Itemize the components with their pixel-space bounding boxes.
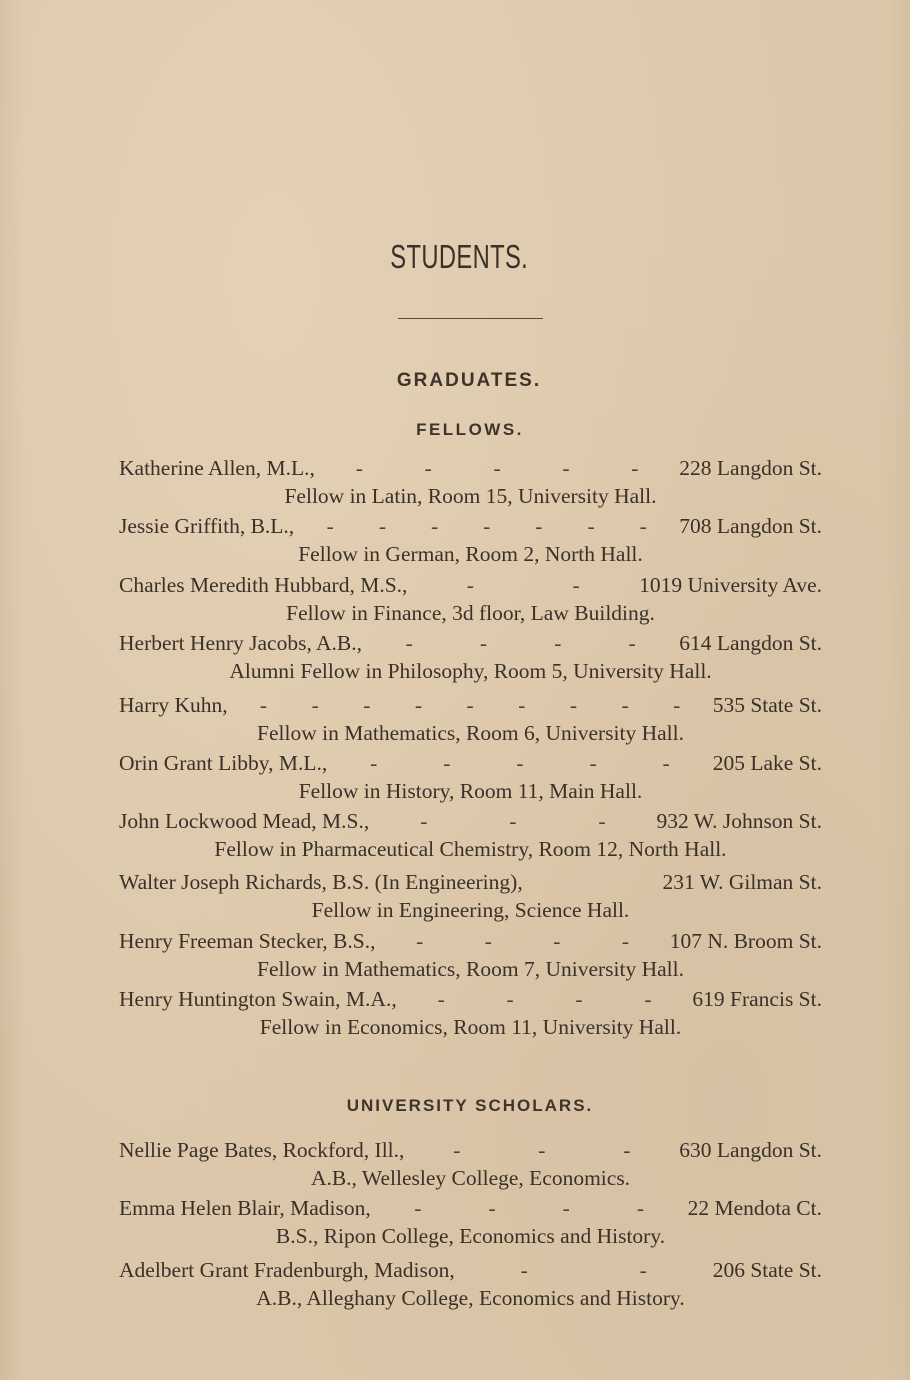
entry-address: 206 State St. bbox=[712, 1258, 822, 1282]
entry-name: Adelbert Grant Fradenburgh, Madison, bbox=[119, 1258, 455, 1282]
entry-name: Harry Kuhn, bbox=[119, 693, 228, 717]
entry-address: 22 Mendota Ct. bbox=[687, 1196, 822, 1220]
dot-leaders: - - bbox=[466, 573, 580, 597]
entry-detail: Fellow in Economics, Room 11, University Hall. bbox=[259, 1015, 682, 1039]
scholar-entry bbox=[119, 1194, 822, 1250]
entry-detail: Fellow in Mathematics, Room 7, University Hall. bbox=[257, 957, 684, 981]
entry-name: Henry Huntington Swain, M.A., bbox=[119, 987, 397, 1011]
entry-address: 630 Langdon St. bbox=[679, 1138, 822, 1162]
dot-leaders: - - - - - bbox=[355, 456, 639, 480]
section-heading-fellows: FELLOWS. bbox=[416, 420, 524, 439]
entry-detail: Fellow in Latin, Room 15, University Hall. bbox=[284, 484, 657, 508]
section-heading-university-scholars: UNIVERSITY SCHOLARS. bbox=[346, 1096, 594, 1115]
fellow-entry bbox=[119, 512, 822, 568]
entry-detail: Fellow in History, Room 11, Main Hall. bbox=[298, 779, 643, 803]
section-heading-graduates: GRADUATES. bbox=[396, 370, 542, 391]
dot-leaders: - - - - bbox=[416, 929, 629, 953]
dot-leaders: - - bbox=[520, 1258, 647, 1282]
page-title: STUDENTS. bbox=[390, 238, 529, 275]
entry-name: Jessie Griffith, B.L., bbox=[119, 514, 295, 538]
fellow-entry bbox=[119, 927, 822, 983]
dot-leaders: - - - - bbox=[437, 987, 652, 1011]
title-divider bbox=[398, 318, 543, 319]
entry-detail: Fellow in Engineering, Science Hall. bbox=[311, 898, 630, 922]
dot-leaders: - - - - - bbox=[370, 751, 670, 775]
entry-address: 708 Langdon St. bbox=[679, 514, 822, 538]
fellow-entry bbox=[119, 691, 822, 747]
entry-name: John Lockwood Mead, M.S., bbox=[119, 809, 370, 833]
entry-name: Henry Freeman Stecker, B.S., bbox=[119, 929, 376, 953]
entry-address: 231 W. Gilman St. bbox=[662, 870, 822, 894]
entry-address: 535 State St. bbox=[712, 693, 822, 717]
entry-address: 1019 University Ave. bbox=[639, 573, 822, 597]
entry-name: Walter Joseph Richards, B.S. (In Engineering), bbox=[119, 870, 523, 894]
entry-name: Katherine Allen, M.L., bbox=[119, 456, 315, 480]
entry-detail: A.B., Alleghany College, Economics and History. bbox=[256, 1286, 685, 1310]
fellow-entry bbox=[119, 868, 822, 924]
dot-leaders: - - - - bbox=[405, 631, 636, 655]
entry-name: Orin Grant Libby, M.L., bbox=[119, 751, 328, 775]
entry-address: 619 Francis St. bbox=[692, 987, 822, 1011]
entry-address: 228 Langdon St. bbox=[679, 456, 822, 480]
fellow-entry bbox=[119, 749, 822, 805]
entry-name: Nellie Page Bates, Rockford, Ill., bbox=[119, 1138, 405, 1162]
fellow-entry bbox=[119, 807, 822, 863]
entry-detail: Alumni Fellow in Philosophy, Room 5, University Hall. bbox=[229, 659, 712, 683]
entry-name: Herbert Henry Jacobs, A.B., bbox=[119, 631, 363, 655]
entry-address: 932 W. Johnson St. bbox=[656, 809, 822, 833]
fellow-entry bbox=[119, 629, 822, 685]
fellow-entry bbox=[119, 571, 822, 627]
fellow-entry bbox=[119, 454, 822, 510]
entry-address: 205 Lake St. bbox=[712, 751, 822, 775]
fellow-entry bbox=[119, 985, 822, 1041]
entry-detail: B.S., Ripon College, Economics and History. bbox=[275, 1224, 666, 1248]
scholar-entry bbox=[119, 1256, 822, 1312]
entry-name: Charles Meredith Hubbard, M.S., bbox=[119, 573, 408, 597]
dot-leaders: - - - bbox=[453, 1138, 631, 1162]
entry-detail: Fellow in German, Room 2, North Hall. bbox=[298, 542, 643, 566]
entry-detail: A.B., Wellesley College, Economics. bbox=[310, 1166, 631, 1190]
entry-name: Emma Helen Blair, Madison, bbox=[119, 1196, 371, 1220]
entry-detail: Fellow in Finance, 3d floor, Law Building. bbox=[286, 601, 655, 625]
entry-address: 107 N. Broom St. bbox=[669, 929, 822, 953]
entry-address: 614 Langdon St. bbox=[679, 631, 822, 655]
scholar-entry bbox=[119, 1136, 822, 1192]
dot-leaders: - - - - - - - bbox=[326, 514, 647, 538]
dot-leaders: - - - bbox=[420, 809, 606, 833]
entry-detail: Fellow in Mathematics, Room 6, University Hall. bbox=[257, 721, 684, 745]
dot-leaders: - - - - bbox=[414, 1196, 645, 1220]
entry-detail: Fellow in Pharmaceutical Chemistry, Room 12, North Hall. bbox=[214, 837, 727, 861]
dot-leaders: - - - - - - - - - bbox=[259, 693, 681, 717]
